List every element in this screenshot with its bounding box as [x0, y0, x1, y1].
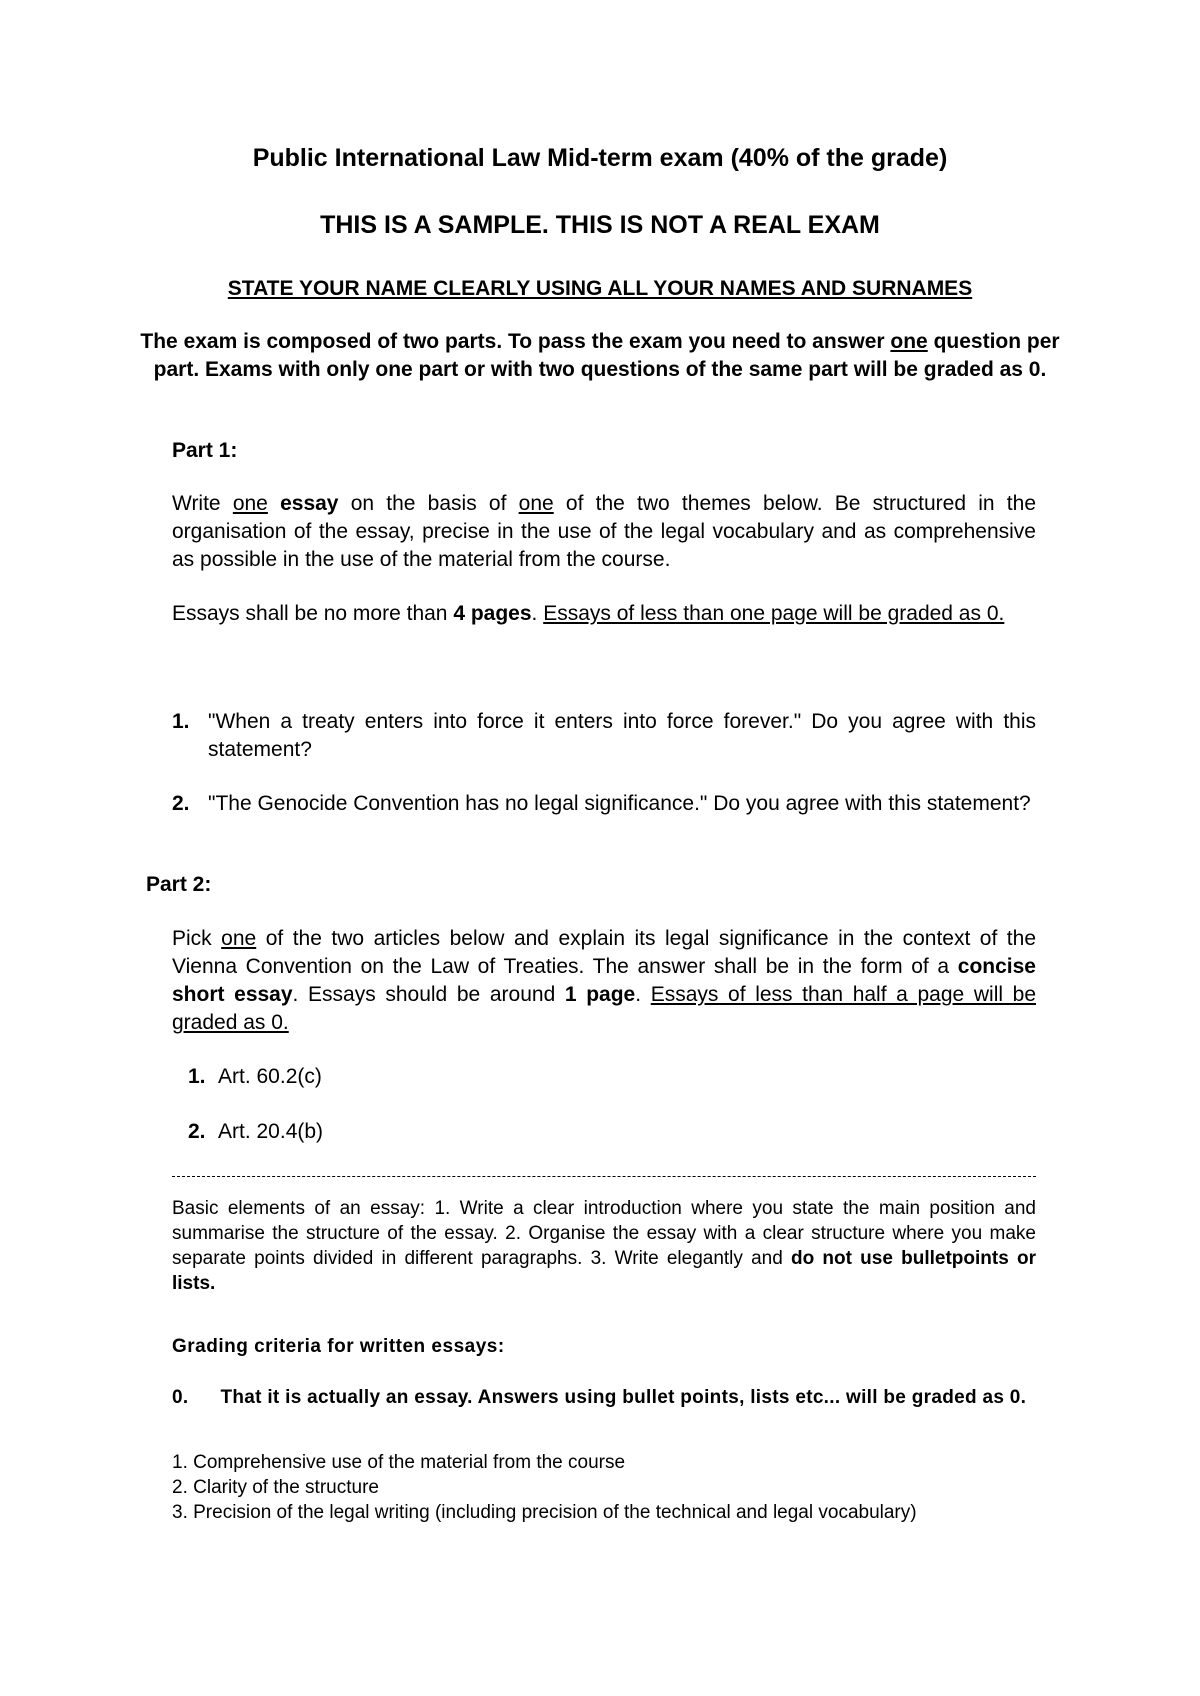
intro-text: The exam is composed of two parts. To pass the exam you need to answer — [140, 330, 891, 353]
bold-run: do not use bulletpoints or lists. — [172, 1248, 1036, 1294]
sample-notice: THIS IS A SAMPLE. THIS IS NOT A REAL EXAM — [320, 211, 880, 239]
part1-instructions — [172, 490, 1036, 574]
exam-intro — [140, 328, 1060, 384]
text-run: . — [635, 983, 651, 1006]
criterion-number: 0. — [172, 1387, 189, 1408]
question-text: "The Genocide Convention has no legal significance." Do you agree with this statement? — [208, 792, 1031, 815]
article-text: Art. 60.2(c) — [218, 1065, 322, 1088]
bold-run: essay — [280, 492, 339, 515]
bold-run: 1 page — [564, 983, 636, 1006]
underlined-run: Essays of less than half a page will be graded as 0. — [172, 983, 1037, 1034]
question-number: 1. — [172, 710, 190, 733]
article-list-item — [188, 1063, 322, 1091]
text-run: Write — [172, 492, 233, 515]
article-1 — [188, 1063, 322, 1091]
question-number: 2. — [172, 792, 190, 815]
text-run: Basic elements of an essay: 1. Write a clear introduction where you state the main position and summarise the structure of the essay. 2. Organise the essay with a clear structure where you make separate points divided in different paragraphs. 3. Write elegantly and — [172, 1198, 1036, 1269]
text-run — [268, 492, 280, 515]
article-2 — [188, 1118, 323, 1146]
underlined-run: one — [232, 492, 268, 515]
bold-run: concise short essay — [172, 955, 1036, 1006]
exam-title: Public International Law Mid-term exam (40% of the grade) — [252, 144, 948, 172]
underlined-run: one — [221, 927, 257, 950]
criterion-3: 3. Precision of the legal writing (including precision of the technical and legal vocabulary) — [172, 1502, 917, 1523]
intro-emphasis: one — [890, 330, 928, 353]
question-list-item — [172, 790, 1036, 818]
grading-heading: Grading criteria for written essays: — [172, 1336, 505, 1357]
part2-instructions — [172, 925, 1036, 1037]
criterion-2: 2. Clarity of the structure — [172, 1477, 379, 1498]
question-1 — [172, 708, 1036, 764]
text-run: Pick — [172, 927, 222, 950]
part1-heading — [172, 437, 237, 465]
question-list-item — [172, 708, 1036, 764]
name-instruction: STATE YOUR NAME CLEARLY USING ALL YOUR NAMES AND SURNAMES — [227, 277, 973, 300]
text-run: Essays shall be no more than — [172, 602, 454, 625]
text-run: . Essays should be around — [292, 983, 565, 1006]
text-run: of the two articles below and explain its legal significance in the context of the Vienna Convention on the Law of Treaties. The answer shall be in the form of a — [172, 927, 1036, 978]
dashed-divider — [172, 1176, 1036, 1177]
bold-run: 4 pages — [453, 602, 532, 625]
underlined-run: one — [518, 492, 554, 515]
criterion-text: That it is actually an essay. Answers using bullet points, lists etc... will be graded as 0. — [220, 1387, 1027, 1408]
part1-heading-text: Part 1: — [172, 439, 238, 462]
text-run: . — [531, 602, 544, 625]
text-run: on the basis of — [338, 492, 519, 515]
part1-length-rule — [172, 600, 1036, 628]
article-list-item — [188, 1118, 323, 1146]
text-run: of the two themes below. Be structured in the organisation of the essay, precise in the use of the legal vocabulary and as comprehensive as possible in the use of the material from the course. — [172, 492, 1036, 571]
criteria-list — [172, 1450, 1072, 1525]
criterion-0 — [172, 1385, 1060, 1410]
article-number: 2. — [188, 1120, 206, 1143]
underlined-run: Essays of less than one page will be graded as 0. — [543, 602, 1005, 625]
article-text: Art. 20.4(b) — [218, 1120, 324, 1143]
part2-heading: Part 2: — [146, 873, 212, 896]
question-text: "When a treaty enters into force it enters into force forever." Do you agree with this statement? — [208, 710, 1036, 761]
question-2 — [172, 790, 1036, 818]
intro-text-end: question per part. Exams with only one part or with two questions of the same part will be graded as 0. — [153, 330, 1060, 381]
essay-elements-note — [172, 1196, 1036, 1296]
criterion-1: 1. Comprehensive use of the material from the course — [172, 1452, 626, 1473]
article-number: 1. — [188, 1065, 206, 1088]
